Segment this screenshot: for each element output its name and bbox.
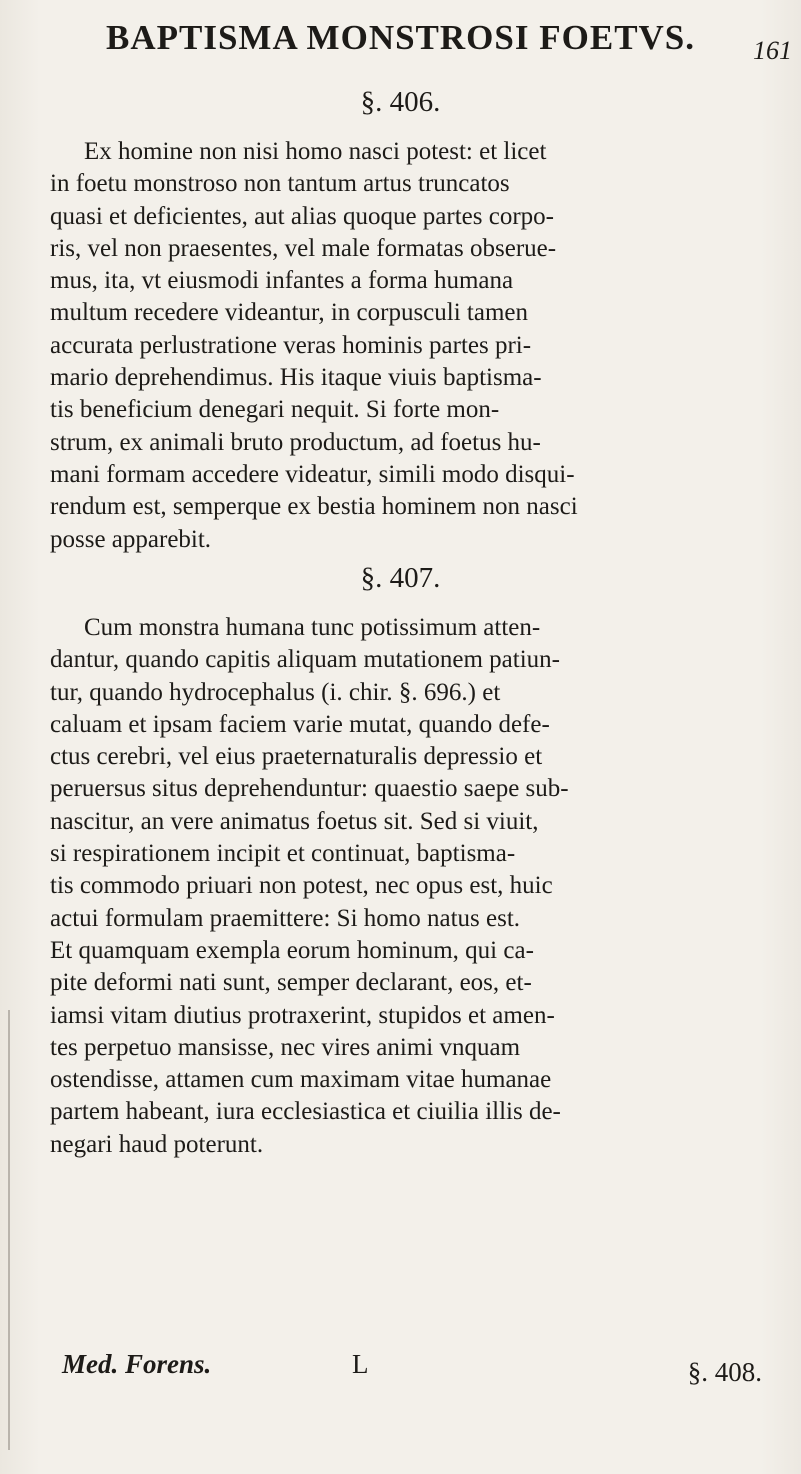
paragraph-407 [50, 612, 786, 1161]
text-line: quasi et deficientes, aut alias quoque partes corpo- [50, 202, 554, 230]
running-title: BAPTISMA MONSTROSI FOETVS. [106, 18, 696, 57]
text-line: Et quamquam exempla eorum hominum, qui ca- [50, 936, 534, 964]
section-heading-407: §. 407. [360, 562, 441, 594]
text-line: tes perpetuo mansisse, nec vires animi vnquam [50, 1033, 521, 1061]
paragraph-406 [50, 136, 786, 556]
text-line: posse apparebit. [50, 525, 212, 553]
text-line: iamsi vitam diutius protraxerint, stupidos et amen- [50, 1001, 555, 1029]
section-heading-406: §. 406. [360, 86, 441, 118]
text-line: tis commodo priuari non potest, nec opus est, huic [50, 872, 553, 900]
text-line: Ex homine non nisi homo nasci potest: et licet [84, 138, 547, 165]
text-line: mani formam accedere videatur, simili modo disqui- [50, 460, 575, 488]
text-line: ostendisse, attamen cum maximam vitae humanae [50, 1066, 552, 1094]
text-line: tur, quando hydrocephalus (i. chir. §. 696.) et [50, 678, 501, 706]
text-line: rendum est, semperque ex bestia hominem non nasci [50, 493, 578, 521]
text-line: nascitur, an vere animatus foetus sit. Sed si viuit, [50, 807, 539, 835]
text-line: strum, ex animali bruto productum, ad foetus hu- [50, 428, 541, 456]
page-footer [62, 1349, 762, 1399]
text-line: in foetu monstroso non tantum artus truncatos [50, 170, 510, 198]
text-line: si respirationem incipit et continuat, baptisma- [50, 840, 516, 868]
page-header [106, 18, 796, 65]
text-line: mus, ita, vt eiusmodi infantes a forma humana [50, 267, 514, 295]
text-line: multum recedere videantur, in corpusculi tamen [50, 299, 528, 327]
text-line: ctus cerebri, vel eius praeternaturalis depressio et [50, 743, 543, 771]
text-line: pite deformi nati sunt, semper declarant, eos, et- [50, 969, 532, 997]
signature-mark: L [352, 1349, 369, 1379]
page-number: 161 [753, 36, 792, 65]
text-line: Cum monstra humana tunc potissimum atten- [84, 614, 541, 641]
text-line: negari haud poterunt. [50, 1130, 264, 1158]
text-line: ris, vel non praesentes, vel male formatas obserue- [50, 234, 557, 262]
text-line: dantur, quando capitis aliquam mutationem patiun- [50, 646, 560, 674]
catchword: §. 408. [687, 1357, 762, 1387]
text-line: accurata perlustratione veras hominis partes pri- [50, 331, 532, 359]
text-line: tis beneficium denegari nequit. Si forte mon- [50, 396, 500, 424]
text-line: mario deprehendimus. His itaque viuis baptisma- [50, 364, 542, 392]
text-line: actui formulam praemittere: Si homo natus est. [50, 904, 521, 932]
footer-title: Med. Forens. [62, 1349, 212, 1379]
text-line: caluam et ipsam faciem varie mutat, quando defe- [50, 710, 550, 738]
text-line: partem habeant, iura ecclesiastica et ciuilia illis de- [50, 1098, 561, 1126]
gutter-rule [8, 1010, 10, 1450]
text-line: peruersus situs deprehenduntur: quaestio saepe sub- [50, 775, 569, 803]
